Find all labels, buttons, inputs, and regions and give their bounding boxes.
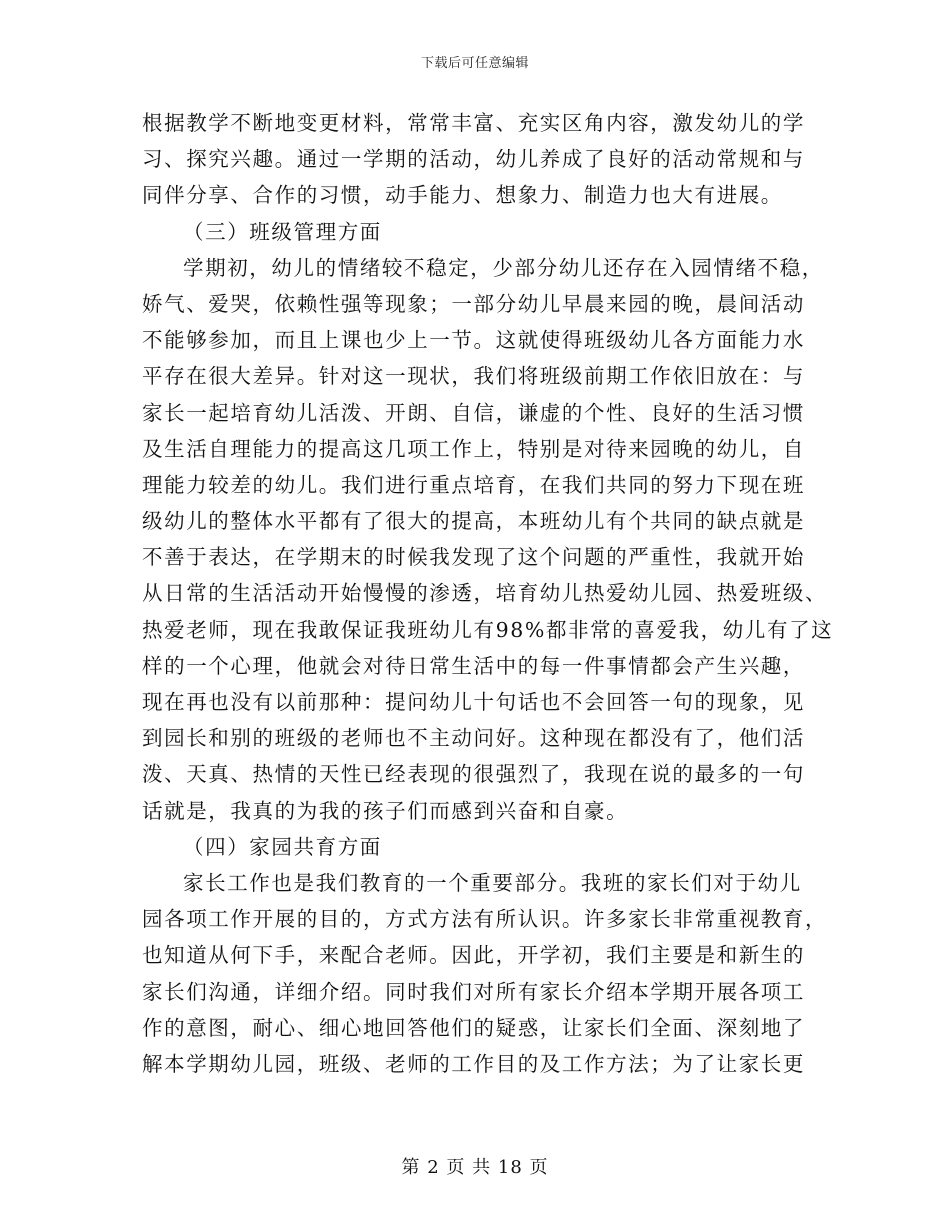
text-line: 不善于表达，在学期末的时候我发现了这个问题的严重性，我就开始 xyxy=(142,545,805,570)
text-line: 泼、天真、热情的天性已经表现的很强烈了，我现在说的最多的一句 xyxy=(142,762,805,787)
text-line: 热爱老师，现在我敢保证我班幼儿有98%都非常的喜爱我，幼儿有了这 xyxy=(142,617,834,642)
text-line: 家长一起培育幼儿活泼、开朗、自信，谦虚的个性、良好的生活习惯 xyxy=(142,400,805,425)
paragraph-start-line: 学期初，幼儿的情绪较不稳定，少部分幼儿还存在入园情绪不稳， xyxy=(183,255,824,280)
text-line: 及生活自理能力的提高这几项工作上，特别是对待来园晚的幼儿，自 xyxy=(142,436,805,461)
text-line: 从日常的生活活动开始慢慢的渗透，培育幼儿热爱幼儿园、热爱班级、 xyxy=(142,581,828,606)
text-line: 话就是，我真的为我的孩子们而感到兴奋和自豪。 xyxy=(142,798,629,823)
text-line: 同伴分享、合作的习惯，动手能力、想象力、制造力也大有进展。 xyxy=(142,183,783,208)
text-line: 解本学期幼儿园，班级、老师的工作目的及工作方法；为了让家长更 xyxy=(142,1051,805,1076)
text-line: 园各项工作开展的目的，方式方法有所认识。许多家长非常重视教育， xyxy=(142,907,828,932)
section-heading-home-school: （四）家园共育方面 xyxy=(183,834,382,859)
text-line: 现在再也没有以前那种：提问幼儿十句话也不会回答一句的现象，见 xyxy=(142,690,805,714)
current-page-number: 2 xyxy=(427,1157,440,1178)
text-line: 理能力较差的幼儿。我们进行重点培育，在我们共同的努力下现在班 xyxy=(142,472,805,497)
page-footer xyxy=(0,1153,950,1179)
body-text xyxy=(142,105,834,1082)
paragraph-start-line: 家长工作也是我们教育的一个重要部分。我班的家长们对于幼儿 xyxy=(183,870,802,895)
text-line: 到园长和别的班级的老师也不主动问好。这种现在都没有了，他们活 xyxy=(142,726,805,751)
text-line: 习、探究兴趣。通过一学期的活动，幼儿养成了良好的活动常规和与 xyxy=(142,147,805,172)
footer-suffix: 页 xyxy=(529,1157,549,1178)
text-line: 不能够参加，而且上课也少上一节。这就使得班级幼儿各方面能力水 xyxy=(142,328,805,353)
total-page-count: 18 xyxy=(497,1157,523,1178)
text-line: 级幼儿的整体水平都有了很大的提高，本班幼儿有个共同的缺点就是 xyxy=(142,509,805,534)
text-line: 家长们沟通，详细介绍。同时我们对所有家长介绍本学期开展各项工 xyxy=(142,979,805,1004)
text-line: 根据教学不断地变更材料，常常丰富、充实区角内容，激发幼儿的学 xyxy=(142,111,805,135)
text-line: 样的一个心理，他就会对待日常生活中的每一件事情都会产生兴趣， xyxy=(142,653,805,678)
page-header: 下载后可任意编辑 xyxy=(420,56,529,71)
footer-prefix: 第 xyxy=(401,1157,421,1178)
section-heading-class-management: （三）班级管理方面 xyxy=(183,219,382,244)
footer-middle: 页 共 xyxy=(446,1157,492,1178)
text-line: 也知道从何下手，来配合老师。因此，开学初，我们主要是和新生的 xyxy=(142,943,805,968)
text-line: 作的意图，耐心、细心地回答他们的疑惑，让家长们全面、深刻地了 xyxy=(142,1015,805,1040)
text-line: 平存在很大差异。针对这一现状，我们将班级前期工作依旧放在：与 xyxy=(142,364,805,389)
text-line: 娇气、爱哭，依赖性强等现象；一部分幼儿早晨来园的晚，晨间活动 xyxy=(142,291,805,316)
